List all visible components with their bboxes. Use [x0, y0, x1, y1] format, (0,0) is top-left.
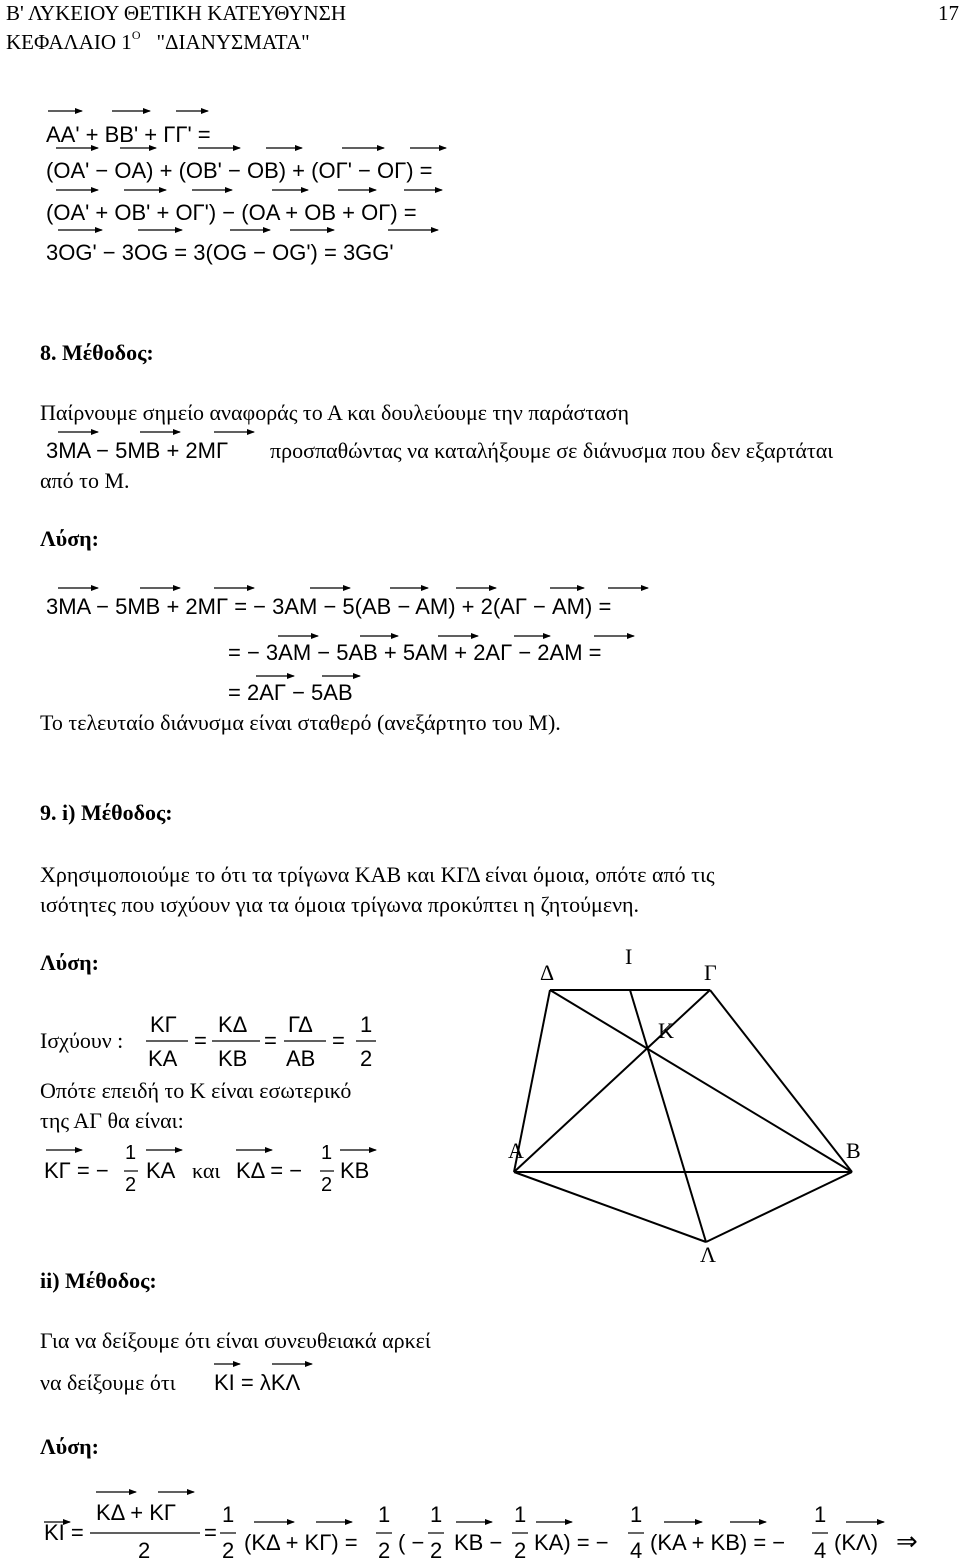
segment-AL	[514, 1172, 706, 1242]
ex8-conclusion: Το τελευταίο διάνυσμα είναι σταθερό (ανεξάρτητο του Μ).	[40, 710, 561, 735]
diagram-label-B: Β	[846, 1138, 861, 1163]
ex9-part2-expression: KI = λKΛ	[214, 1370, 301, 1395]
ex9-holds-label: Ισχύουν :	[40, 1028, 124, 1053]
page-number: 17	[938, 1, 959, 25]
header-sup: Ο	[131, 28, 141, 42]
segment-BL	[706, 1172, 852, 1242]
diagram-label-G: Γ	[704, 960, 717, 985]
diagram-label-L: Λ	[700, 1242, 716, 1267]
ex8-solution-label: Λύση:	[40, 526, 99, 551]
ex8-line2-rest: προσπαθώντας να καταλήξουμε σε διάνυσμα που δεν εξαρτάται	[270, 438, 834, 463]
final-f1-num: KΔ + KΓ	[96, 1500, 177, 1525]
final-one-4: 1	[514, 1502, 527, 1527]
top-equation-2: (OA' − OA) + (OB' − OB) + (OΓ' − OΓ) =	[46, 158, 433, 183]
frac1-num: KΓ	[150, 1012, 177, 1037]
final-part-a: (KΔ + KΓ) =	[244, 1530, 358, 1555]
final-two-3: 2	[430, 1538, 443, 1563]
frac1-den: KA	[148, 1046, 178, 1071]
diagram-label-K: Κ	[658, 1018, 674, 1043]
ex9-part2-title: ii) Μέθοδος:	[40, 1268, 157, 1293]
ex9-part2-line2: να δείξουμε ότι	[40, 1370, 176, 1395]
header-chapter-title: "ΔΙΑΝΥΣΜΑΤΑ"	[156, 30, 310, 54]
final-two-1: 2	[222, 1538, 235, 1563]
rel-frac1-den: 2	[125, 1174, 137, 1196]
final-part-d: (KΛ)	[834, 1530, 879, 1555]
final-two-2: 2	[378, 1538, 391, 1563]
ex8-equation-2: = − 3AM − 5AB + 5AM + 2AΓ − 2AM =	[228, 640, 602, 665]
frac3-num: ΓΔ	[288, 1012, 313, 1037]
rel-left-b: KA	[146, 1158, 176, 1183]
rel-right-b: KB	[340, 1158, 370, 1183]
final-eq: =	[204, 1520, 217, 1545]
ex8-line1: Παίρνουμε σημείο αναφοράς το Α και δουλεύουμε την παράσταση	[40, 400, 630, 425]
ex9-then-line2: της ΑΓ θα είναι:	[40, 1108, 184, 1133]
final-one-5: 1	[630, 1502, 643, 1527]
top-equation-4: 3OG' − 3OG = 3(OG − OG') = 3GG'	[46, 240, 394, 265]
ex9-line1: Χρησιμοποιούμε το ότι τα τρίγωνα ΚΑΒ και ΚΓΔ είναι όμοια, οπότε από τις	[40, 862, 715, 887]
final-lhs: KI =	[44, 1520, 84, 1545]
final-four-2: 4	[814, 1538, 827, 1563]
ex9-then-line1: Οπότε επειδή το Κ είναι εσωτερικό	[40, 1078, 352, 1103]
final-two-4: 2	[514, 1538, 527, 1563]
rel-frac1-num: 1	[125, 1142, 137, 1164]
top-equation-1: AA' + BB' + ΓΓ' =	[46, 122, 211, 147]
ex8-equation-1: 3MA − 5MB + 2MΓ = − 3AM − 5(AB − AM) + 2(AΓ − AM) =	[46, 594, 612, 619]
ex8-equation-3: = 2AΓ − 5AB	[228, 680, 353, 705]
rel-frac2-den: 2	[321, 1174, 333, 1196]
segment-AG	[514, 990, 710, 1172]
frac4-den: 2	[360, 1046, 373, 1071]
ex8-title: 8. Μέθοδος:	[40, 340, 154, 365]
frac3-den: AB	[286, 1046, 316, 1071]
final-part-b-ka: KA) = −	[534, 1530, 609, 1555]
final-one-1: 1	[222, 1502, 235, 1527]
frac2-den: KB	[218, 1046, 248, 1071]
ex9-line2: ισότητες που ισχύουν για τα όμοια τρίγωνα προκύπτει η ζητούμενη.	[40, 892, 640, 917]
rel-frac2-num: 1	[321, 1142, 333, 1164]
rel-left-a: KΓ = −	[44, 1158, 109, 1183]
diagram-label-A: Α	[508, 1138, 524, 1163]
ex8-expression: 3MA − 5MB + 2MΓ	[46, 438, 229, 463]
final-one-6: 1	[814, 1502, 827, 1527]
geometry-diagram	[514, 990, 852, 1242]
final-one-2: 1	[378, 1502, 391, 1527]
final-f1-den: 2	[138, 1538, 151, 1563]
final-part-b: ( −	[398, 1530, 425, 1555]
segment-GB	[710, 990, 852, 1172]
diagram-label-D: Δ	[540, 960, 555, 985]
ex9-solution2-label: Λύση:	[40, 1434, 99, 1459]
ex9-solution-label: Λύση:	[40, 950, 99, 975]
header-left-line1: Β' ΛΥΚΕΙΟΥ ΘΕΤΙΚΗ ΚΑΤΕΥΘΥΝΣΗ	[6, 1, 347, 25]
frac4-num: 1	[360, 1012, 373, 1037]
final-part-c: (KA + KB) = −	[650, 1530, 786, 1555]
header-chapter: ΚΕΦΑΛΑΙΟ 1	[6, 30, 132, 54]
rel-right-a: KΔ = −	[236, 1158, 303, 1183]
frac2-num: KΔ	[218, 1012, 248, 1037]
final-four-1: 4	[630, 1538, 643, 1563]
top-equation-3: (OA' + OB' + OΓ') − (OA + OB + OΓ) =	[46, 200, 417, 225]
diagram-label-I: Ι	[625, 944, 633, 969]
final-part-b-kb: KB −	[454, 1530, 503, 1555]
implies-symbol: ⇒	[896, 1526, 918, 1556]
ex9-part2-line1: Για να δείξουμε ότι είναι συνευθειακά αρκεί	[40, 1328, 431, 1353]
equals-sign: =	[194, 1028, 207, 1053]
segment-DB	[550, 990, 852, 1172]
final-one-3: 1	[430, 1502, 443, 1527]
rel-and: και	[192, 1158, 221, 1183]
ex8-line3: από το Μ.	[40, 468, 130, 493]
equals-sign: =	[264, 1028, 277, 1053]
ex9-title: 9. i) Μέθοδος:	[40, 800, 173, 825]
equals-sign: =	[332, 1028, 345, 1053]
